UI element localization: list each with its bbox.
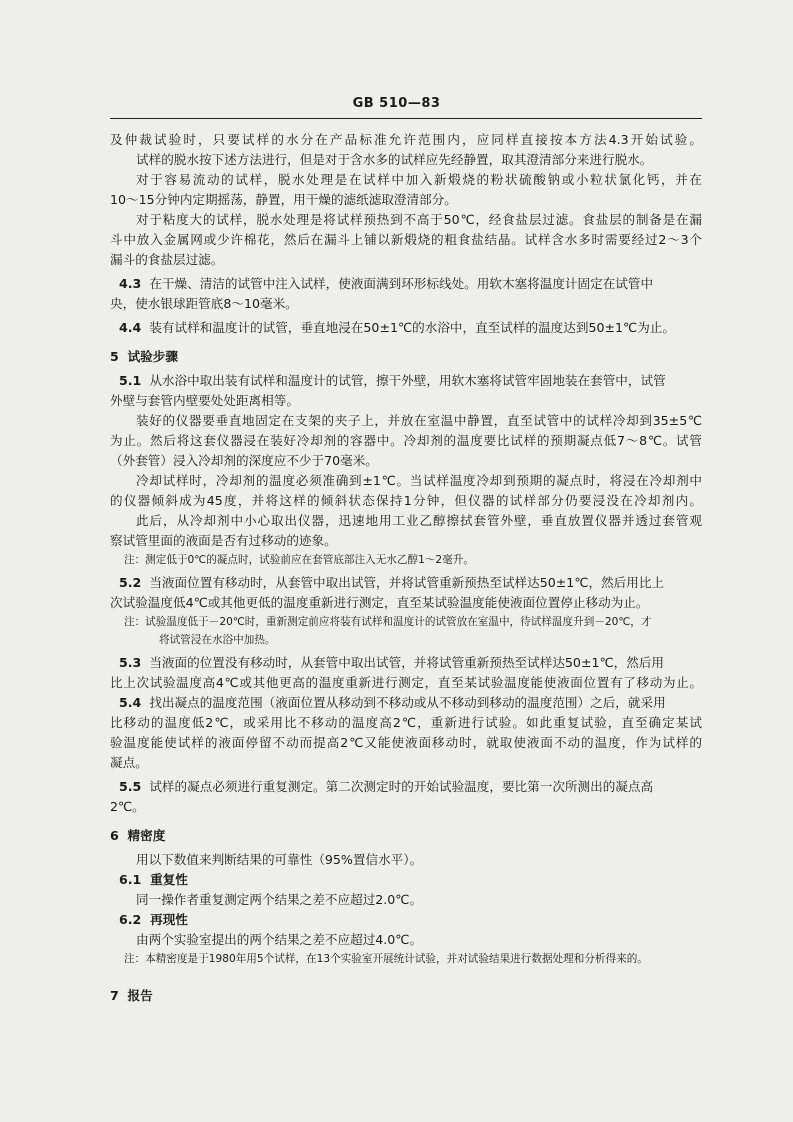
section-heading-5 xyxy=(110,347,702,367)
clause-5-2 xyxy=(110,573,702,593)
paragraph-line: 凝点。 xyxy=(110,755,148,770)
paragraph-line: 2℃。 xyxy=(110,799,145,814)
paragraph-line: 外壁与套管内壁要处处距离相等。 xyxy=(110,393,299,408)
clause-text: 试样的凝点必须进行重复测定。第二次测定时的开始试验温度，要比第一次所测出的凝点高 xyxy=(149,779,654,794)
note-continuation: 将试管浸在水浴中加热。 xyxy=(159,634,276,646)
subsection-title: 再现性 xyxy=(150,912,188,927)
paragraph-line: 对于粘度大的试样，脱水处理是将试样预热到不高于50℃，经食盐层过滤。食盐层的制备是在漏 xyxy=(136,212,702,227)
paragraph-line: 同一操作者重复测定两个结果之差不应超过2.0℃。 xyxy=(136,892,423,907)
subsection-title: 重复性 xyxy=(150,872,188,887)
paragraph-line: 冷却试样时，冷却剂的温度必须准确到±1℃。当试样温度冷却到预期的凝点时，将浸在冷却剂中 xyxy=(136,473,702,488)
paragraph-line: 的仪器倾斜成为45度，并将这样的倾斜状态保持1分钟，但仪器的试样部分仍要浸没在冷却剂内。 xyxy=(110,493,702,508)
subsection-heading-6-2 xyxy=(110,910,702,930)
note: 注：试验温度低于－20℃时，重新测定前应将装有试样和温度计的试管放在室温中，待试样温度升到－20℃，才 xyxy=(124,616,652,628)
paragraph-line: 央，使水银球距管底8～10毫米。 xyxy=(110,296,298,311)
paragraph-line: 察试管里面的液面是否有过移动的迹象。 xyxy=(110,533,337,548)
paragraph-line: 装好的仪器要垂直地固定在支架的夹子上，并放在室温中静置，直至试管中的试样冷却到35±5℃ xyxy=(136,413,702,428)
paragraph-line: 次试验温度低4℃或其他更低的温度重新进行测定，直至某试验温度能使液面位置停止移动为止。 xyxy=(110,595,649,610)
clause-4-3 xyxy=(110,274,702,294)
clause-number: 4.3 xyxy=(119,276,142,291)
clause-text: 找出凝点的温度范围（液面位置从移动到不移动或从不移动到移动的温度范围）之后，就采用 xyxy=(149,695,666,710)
clause-4-4 xyxy=(110,318,702,338)
paragraph-line: 由两个实验室提出的两个结果之差不应超过4.0℃。 xyxy=(136,932,423,947)
section-number: 5 xyxy=(110,349,119,364)
clause-number: 5.3 xyxy=(119,655,142,670)
clause-5-1 xyxy=(110,371,702,391)
section-heading-7 xyxy=(110,986,702,1006)
clause-number: 5.1 xyxy=(119,373,142,388)
section-title: 精密度 xyxy=(127,828,166,843)
clause-text: 当液面的位置没有移动时，从套管中取出试管，并将试管重新预热至试样达50±1℃，然后用 xyxy=(149,655,665,670)
paragraph-line: 为止。然后将这套仪器浸在装好冷却剂的容器中。冷却剂的温度要比试样的预期凝点低7～8℃。试管 xyxy=(110,433,702,448)
section-number: 6 xyxy=(110,828,119,843)
subsection-number: 6.2 xyxy=(119,912,142,927)
paragraph-line: 用以下数值来判断结果的可靠性（95%置信水平）。 xyxy=(136,852,423,867)
paragraph-line: 此后，从冷却剂中小心取出仪器，迅速地用工业乙醇擦拭套管外壁，垂直放置仪器并透过套管观 xyxy=(136,513,702,528)
section-number: 7 xyxy=(110,988,119,1003)
clause-number: 5.5 xyxy=(119,779,142,794)
clause-5-5 xyxy=(110,777,702,797)
section-title: 报告 xyxy=(127,988,153,1003)
clause-number: 4.4 xyxy=(119,320,142,335)
clause-text: 在干燥、清洁的试管中注入试样，使液面满到环形标线处。用软木塞将温度计固定在试管中 xyxy=(149,276,654,291)
paragraph-line: 比移动的温度低2℃，或采用比不移动的温度高2℃，重新进行试验。如此重复试验，直至确定某试 xyxy=(110,715,702,730)
page-header: GB 510—83 xyxy=(352,96,441,111)
paragraph-line: （外套管）浸入冷却剂的深度应不少于70毫米。 xyxy=(110,453,378,468)
paragraph-line: 10～15分钟内定期摇荡，静置，用干燥的滤纸滤取澄清部分。 xyxy=(110,192,457,207)
paragraph-line: 比上次试验温度高4℃或其他更高的温度重新进行测定，直至某试验温度能使液面位置有了移动为止。 xyxy=(110,675,702,690)
paragraph-line: 及仲裁试验时，只要试样的水分在产品标准允许范围内，应同样直接按本方法4.3开始试验。 xyxy=(110,132,702,147)
note: 注：本精密度是于1980年用5个试样，在13个实验室开展统计试验，并对试验结果进行数据处理和分析得来的。 xyxy=(124,953,648,965)
note: 注：测定低于0℃的凝点时，试验前应在套管底部注入无水乙醇1～2毫升。 xyxy=(124,554,474,566)
section-heading-6 xyxy=(110,826,702,846)
paragraph-line: 验温度能使试样的液面停留不动而提高2℃又能使液面移动时，就取使液面不动的温度，作为试样的 xyxy=(110,735,702,750)
clause-text: 装有试样和温度计的试管，垂直地浸在50±1℃的水浴中，直至试样的温度达到50±1℃为止。 xyxy=(149,320,675,335)
paragraph-line: 斗中放入金属网或少许棉花，然后在漏斗上铺以新煅烧的粗食盐结晶。试样含水多时需要经过2～3个 xyxy=(110,232,702,247)
paragraph-line: 试样的脱水按下述方法进行，但是对于含水多的试样应先经静置，取其澄清部分来进行脱水。 xyxy=(136,152,653,167)
clause-text: 当液面位置有移动时，从套管中取出试管，并将试管重新预热至试样达50±1℃，然后用比上 xyxy=(149,575,665,590)
paragraph-line: 对于容易流动的试样，脱水处理是在试样中加入新煅烧的粉状硫酸钠或小粒状氯化钙，并在 xyxy=(136,172,702,187)
clause-number: 5.2 xyxy=(119,575,142,590)
document-body xyxy=(110,130,702,1006)
section-title: 试验步骤 xyxy=(127,349,178,364)
paragraph-line: 漏斗的食盐层过滤。 xyxy=(110,252,224,267)
clause-5-4 xyxy=(110,693,702,713)
clause-5-3 xyxy=(110,653,702,673)
clause-text: 从水浴中取出装有试样和温度计的试管，擦干外壁，用软木塞将试管牢固地装在套管中，试管 xyxy=(149,373,666,388)
header-rule xyxy=(110,118,702,119)
subsection-heading-6-1 xyxy=(110,870,702,890)
subsection-number: 6.1 xyxy=(119,872,142,887)
clause-number: 5.4 xyxy=(119,695,142,710)
